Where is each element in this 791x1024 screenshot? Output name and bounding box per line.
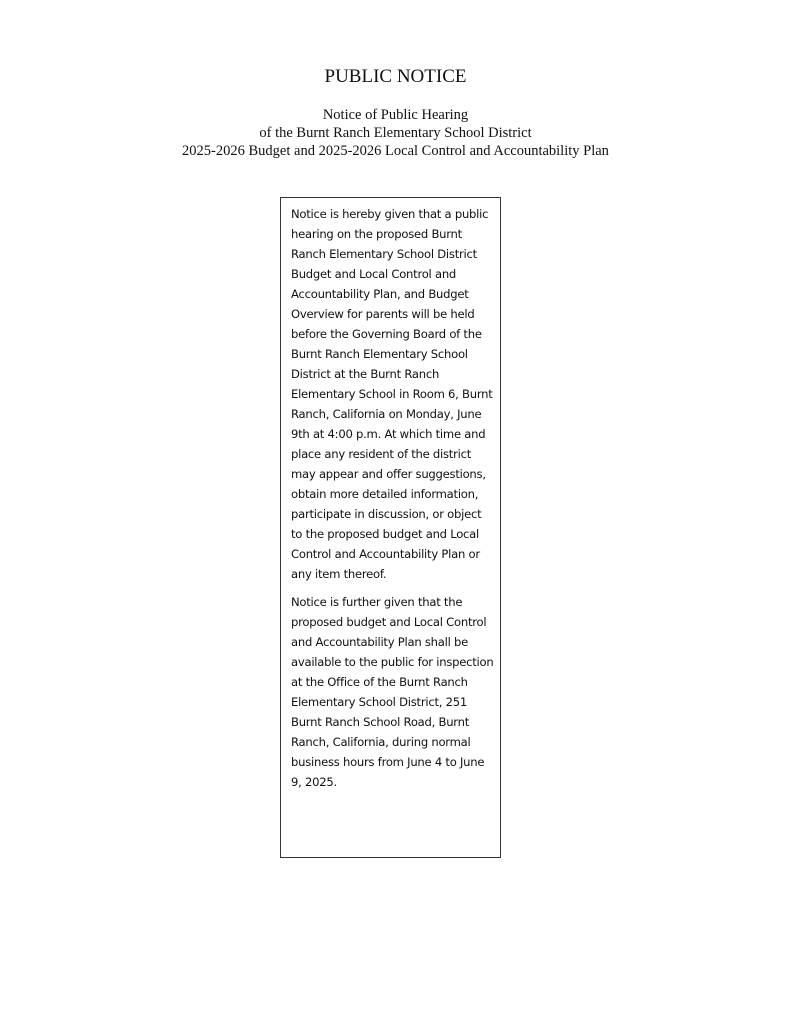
notice-paragraph-inspection: Notice is further given that the proposed budget and Local Control and Accountability Plan shall be available to the public for inspection at the Office of the Burnt Ranch Elementary School District, 251 Burnt Ranch School Road, Burnt Ranch, California, during normal business hours from June 4 to June 9, 2025. — [291, 595, 494, 789]
notice-box — [280, 197, 501, 858]
notice-paragraph-hearing: Notice is hereby given that a public hearing on the proposed Burnt Ranch Elementary School District Budget and Local Control and Accountability Plan, and Budget Overview for parents will be held before the Governing Board of the Burnt Ranch Elementary School District at the Burnt Ranch Elementary School in Room 6, Burnt Ranch, California on Monday, June 9th at 4:00 p.m. At which time and place any resident of the district may appear and offer suggestions, obtain more detailed information, participate in discussion, or object to the proposed budget and Local Control and Accountability Plan or any item thereof. — [291, 207, 493, 581]
subtitle-line-district: of the Burnt Ranch Elementary School District — [259, 125, 532, 141]
subtitle-line-plan: 2025-2026 Budget and 2025-2026 Local Control and Accountability Plan — [182, 143, 609, 159]
page-title: PUBLIC NOTICE — [324, 66, 467, 87]
subtitle-line-hearing: Notice of Public Hearing — [322, 107, 469, 123]
notice-subtitle — [0, 106, 791, 160]
